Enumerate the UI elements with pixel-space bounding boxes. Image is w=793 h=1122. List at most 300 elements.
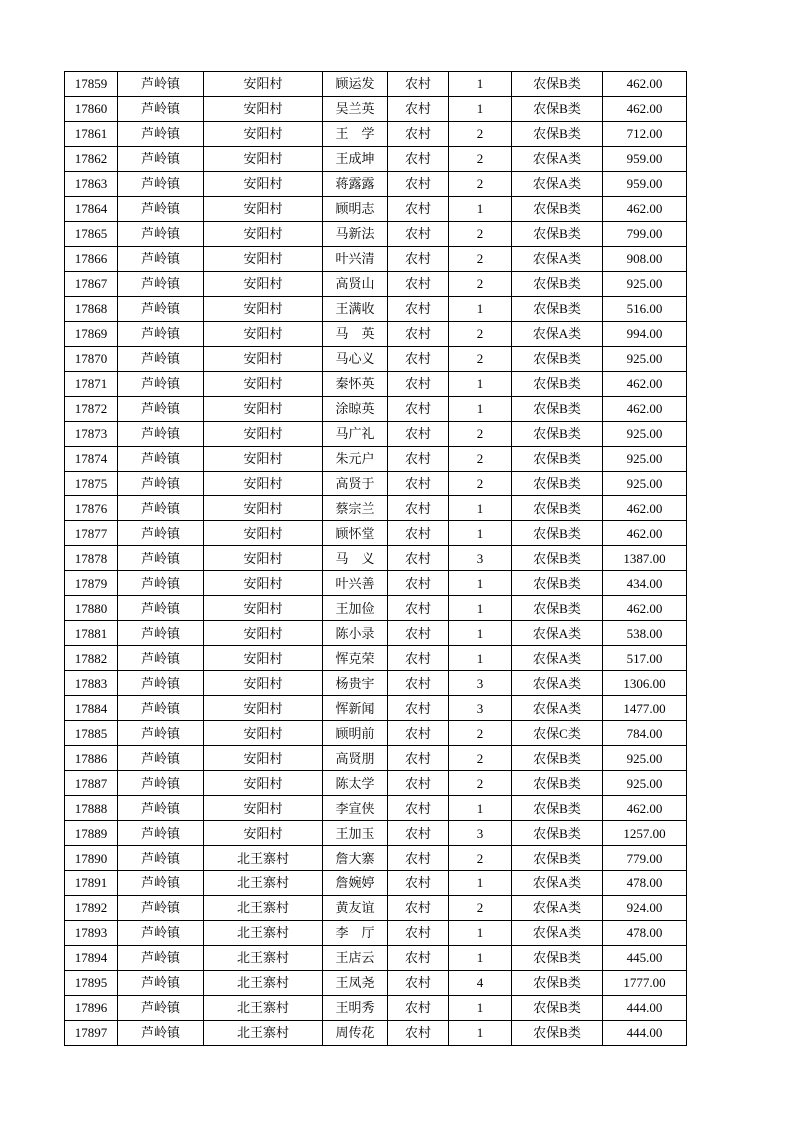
table-row (65, 371, 687, 396)
table-row (65, 596, 687, 621)
cell-name: 李 厅 (323, 920, 388, 945)
cell-town: 芦岭镇 (118, 421, 204, 446)
cell-serial: 17879 (65, 571, 118, 596)
cell-category: 农保B类 (512, 496, 603, 521)
cell-village: 安阳村 (204, 596, 323, 621)
cell-name: 王成坤 (323, 146, 388, 171)
cell-count: 2 (449, 895, 512, 920)
table-row (65, 496, 687, 521)
records-table (64, 71, 687, 1046)
cell-village: 安阳村 (204, 196, 323, 221)
cell-amount: 517.00 (603, 646, 687, 671)
cell-category: 农保B类 (512, 970, 603, 995)
cell-residence: 农村 (388, 72, 449, 97)
cell-name: 叶兴善 (323, 571, 388, 596)
cell-count: 1 (449, 72, 512, 97)
cell-serial: 17869 (65, 321, 118, 346)
cell-count: 1 (449, 646, 512, 671)
table-row (65, 346, 687, 371)
cell-serial: 17859 (65, 72, 118, 97)
cell-town: 芦岭镇 (118, 146, 204, 171)
cell-residence: 农村 (388, 521, 449, 546)
table-row (65, 271, 687, 296)
cell-name: 王满收 (323, 296, 388, 321)
cell-serial: 17894 (65, 945, 118, 970)
cell-amount: 799.00 (603, 221, 687, 246)
cell-village: 安阳村 (204, 521, 323, 546)
cell-category: 农保A类 (512, 646, 603, 671)
cell-category: 农保B类 (512, 546, 603, 571)
cell-town: 芦岭镇 (118, 920, 204, 945)
cell-amount: 462.00 (603, 72, 687, 97)
cell-name: 马新法 (323, 221, 388, 246)
cell-count: 2 (449, 221, 512, 246)
cell-residence: 农村 (388, 995, 449, 1020)
cell-village: 安阳村 (204, 396, 323, 421)
cell-town: 芦岭镇 (118, 321, 204, 346)
cell-residence: 农村 (388, 871, 449, 896)
cell-serial: 17870 (65, 346, 118, 371)
cell-name: 马 英 (323, 321, 388, 346)
cell-count: 1 (449, 96, 512, 121)
cell-category: 农保B类 (512, 746, 603, 771)
cell-name: 王店云 (323, 945, 388, 970)
table-row (65, 895, 687, 920)
cell-residence: 农村 (388, 1020, 449, 1045)
cell-residence: 农村 (388, 396, 449, 421)
cell-category: 农保B类 (512, 846, 603, 871)
cell-serial: 17891 (65, 871, 118, 896)
cell-village: 北王寨村 (204, 871, 323, 896)
cell-name: 顾明前 (323, 721, 388, 746)
cell-amount: 925.00 (603, 346, 687, 371)
cell-category: 农保B类 (512, 421, 603, 446)
cell-count: 1 (449, 371, 512, 396)
cell-name: 吴兰英 (323, 96, 388, 121)
cell-serial: 17897 (65, 1020, 118, 1045)
table-row (65, 396, 687, 421)
cell-count: 2 (449, 746, 512, 771)
cell-village: 安阳村 (204, 271, 323, 296)
cell-name: 王明秀 (323, 995, 388, 1020)
cell-amount: 784.00 (603, 721, 687, 746)
cell-category: 农保A类 (512, 696, 603, 721)
cell-town: 芦岭镇 (118, 121, 204, 146)
cell-name: 叶兴清 (323, 246, 388, 271)
cell-serial: 17890 (65, 846, 118, 871)
cell-name: 李宣侠 (323, 796, 388, 821)
cell-village: 安阳村 (204, 446, 323, 471)
cell-amount: 908.00 (603, 246, 687, 271)
cell-serial: 17886 (65, 746, 118, 771)
cell-village: 北王寨村 (204, 920, 323, 945)
cell-category: 农保B类 (512, 296, 603, 321)
cell-amount: 444.00 (603, 1020, 687, 1045)
cell-residence: 农村 (388, 796, 449, 821)
cell-residence: 农村 (388, 771, 449, 796)
cell-category: 农保B类 (512, 596, 603, 621)
cell-category: 农保A类 (512, 246, 603, 271)
cell-name: 詹婉婷 (323, 871, 388, 896)
cell-category: 农保B类 (512, 396, 603, 421)
table-row (65, 746, 687, 771)
cell-village: 安阳村 (204, 696, 323, 721)
cell-town: 芦岭镇 (118, 945, 204, 970)
cell-amount: 925.00 (603, 446, 687, 471)
cell-residence: 农村 (388, 421, 449, 446)
table-row (65, 121, 687, 146)
table-row (65, 171, 687, 196)
cell-town: 芦岭镇 (118, 970, 204, 995)
table-row (65, 945, 687, 970)
cell-town: 芦岭镇 (118, 596, 204, 621)
cell-village: 安阳村 (204, 371, 323, 396)
cell-village: 安阳村 (204, 571, 323, 596)
cell-town: 芦岭镇 (118, 771, 204, 796)
cell-serial: 17887 (65, 771, 118, 796)
cell-category: 农保B类 (512, 72, 603, 97)
cell-amount: 478.00 (603, 920, 687, 945)
cell-amount: 925.00 (603, 421, 687, 446)
cell-town: 芦岭镇 (118, 871, 204, 896)
cell-village: 安阳村 (204, 546, 323, 571)
cell-name: 陈太学 (323, 771, 388, 796)
cell-amount: 924.00 (603, 895, 687, 920)
cell-category: 农保C类 (512, 721, 603, 746)
cell-serial: 17865 (65, 221, 118, 246)
cell-name: 詹大寨 (323, 846, 388, 871)
cell-category: 农保B类 (512, 271, 603, 296)
cell-village: 安阳村 (204, 421, 323, 446)
cell-residence: 农村 (388, 970, 449, 995)
cell-residence: 农村 (388, 221, 449, 246)
cell-amount: 462.00 (603, 96, 687, 121)
cell-count: 2 (449, 721, 512, 746)
cell-town: 芦岭镇 (118, 221, 204, 246)
cell-count: 2 (449, 321, 512, 346)
cell-category: 农保B类 (512, 346, 603, 371)
cell-category: 农保A类 (512, 920, 603, 945)
cell-name: 王 学 (323, 121, 388, 146)
cell-name: 蔡宗兰 (323, 496, 388, 521)
cell-count: 2 (449, 421, 512, 446)
cell-serial: 17868 (65, 296, 118, 321)
cell-serial: 17867 (65, 271, 118, 296)
cell-serial: 17881 (65, 621, 118, 646)
cell-count: 4 (449, 970, 512, 995)
cell-village: 安阳村 (204, 646, 323, 671)
cell-amount: 462.00 (603, 796, 687, 821)
cell-residence: 农村 (388, 371, 449, 396)
cell-amount: 462.00 (603, 596, 687, 621)
cell-name: 朱元户 (323, 446, 388, 471)
cell-amount: 1306.00 (603, 671, 687, 696)
table-row (65, 821, 687, 846)
cell-village: 安阳村 (204, 121, 323, 146)
cell-residence: 农村 (388, 446, 449, 471)
cell-count: 1 (449, 296, 512, 321)
cell-count: 3 (449, 546, 512, 571)
cell-village: 安阳村 (204, 72, 323, 97)
cell-residence: 农村 (388, 96, 449, 121)
table-row (65, 72, 687, 97)
cell-serial: 17871 (65, 371, 118, 396)
table-row (65, 521, 687, 546)
cell-town: 芦岭镇 (118, 671, 204, 696)
table-row (65, 471, 687, 496)
cell-category: 农保A类 (512, 871, 603, 896)
cell-serial: 17874 (65, 446, 118, 471)
cell-name: 顾运发 (323, 72, 388, 97)
cell-serial: 17876 (65, 496, 118, 521)
table-row (65, 771, 687, 796)
table-row (65, 1020, 687, 1045)
table-row (65, 571, 687, 596)
cell-category: 农保A类 (512, 895, 603, 920)
cell-category: 农保B类 (512, 121, 603, 146)
cell-village: 安阳村 (204, 171, 323, 196)
cell-serial: 17863 (65, 171, 118, 196)
table-row (65, 321, 687, 346)
cell-name: 王加俭 (323, 596, 388, 621)
cell-town: 芦岭镇 (118, 621, 204, 646)
table-row (65, 995, 687, 1020)
cell-residence: 农村 (388, 746, 449, 771)
cell-town: 芦岭镇 (118, 72, 204, 97)
cell-name: 蒋露露 (323, 171, 388, 196)
cell-category: 农保A类 (512, 171, 603, 196)
cell-category: 农保A类 (512, 621, 603, 646)
cell-residence: 农村 (388, 271, 449, 296)
cell-amount: 994.00 (603, 321, 687, 346)
cell-serial: 17877 (65, 521, 118, 546)
cell-serial: 17875 (65, 471, 118, 496)
cell-village: 安阳村 (204, 246, 323, 271)
cell-category: 农保B类 (512, 371, 603, 396)
cell-residence: 农村 (388, 721, 449, 746)
cell-town: 芦岭镇 (118, 721, 204, 746)
table-row (65, 221, 687, 246)
cell-village: 安阳村 (204, 821, 323, 846)
cell-town: 芦岭镇 (118, 496, 204, 521)
cell-village: 安阳村 (204, 621, 323, 646)
cell-town: 芦岭镇 (118, 571, 204, 596)
cell-category: 农保B类 (512, 196, 603, 221)
cell-town: 芦岭镇 (118, 646, 204, 671)
cell-count: 1 (449, 995, 512, 1020)
cell-serial: 17866 (65, 246, 118, 271)
cell-count: 2 (449, 346, 512, 371)
cell-serial: 17861 (65, 121, 118, 146)
table-row (65, 970, 687, 995)
cell-count: 2 (449, 446, 512, 471)
cell-village: 安阳村 (204, 321, 323, 346)
cell-amount: 1477.00 (603, 696, 687, 721)
cell-count: 2 (449, 121, 512, 146)
cell-amount: 925.00 (603, 746, 687, 771)
cell-residence: 农村 (388, 621, 449, 646)
table-row (65, 621, 687, 646)
cell-count: 2 (449, 771, 512, 796)
cell-count: 2 (449, 146, 512, 171)
cell-residence: 农村 (388, 321, 449, 346)
cell-serial: 17882 (65, 646, 118, 671)
cell-village: 安阳村 (204, 496, 323, 521)
cell-serial: 17893 (65, 920, 118, 945)
cell-name: 黄友谊 (323, 895, 388, 920)
cell-count: 1 (449, 920, 512, 945)
cell-town: 芦岭镇 (118, 1020, 204, 1045)
table-row (65, 146, 687, 171)
cell-count: 3 (449, 696, 512, 721)
cell-count: 1 (449, 596, 512, 621)
cell-village: 安阳村 (204, 296, 323, 321)
cell-category: 农保B类 (512, 945, 603, 970)
cell-amount: 925.00 (603, 471, 687, 496)
cell-village: 安阳村 (204, 346, 323, 371)
cell-residence: 农村 (388, 171, 449, 196)
cell-residence: 农村 (388, 646, 449, 671)
cell-village: 安阳村 (204, 146, 323, 171)
cell-amount: 462.00 (603, 371, 687, 396)
cell-town: 芦岭镇 (118, 396, 204, 421)
table-row (65, 646, 687, 671)
cell-residence: 农村 (388, 596, 449, 621)
cell-residence: 农村 (388, 846, 449, 871)
cell-category: 农保B类 (512, 995, 603, 1020)
cell-village: 安阳村 (204, 671, 323, 696)
cell-residence: 农村 (388, 296, 449, 321)
cell-residence: 农村 (388, 821, 449, 846)
cell-count: 3 (449, 821, 512, 846)
table-row (65, 871, 687, 896)
cell-amount: 462.00 (603, 521, 687, 546)
cell-serial: 17878 (65, 546, 118, 571)
cell-serial: 17892 (65, 895, 118, 920)
cell-residence: 农村 (388, 945, 449, 970)
cell-village: 北王寨村 (204, 846, 323, 871)
cell-count: 1 (449, 1020, 512, 1045)
cell-amount: 925.00 (603, 271, 687, 296)
cell-serial: 17872 (65, 396, 118, 421)
cell-town: 芦岭镇 (118, 696, 204, 721)
cell-name: 恽克荣 (323, 646, 388, 671)
cell-residence: 农村 (388, 546, 449, 571)
cell-name: 顾怀堂 (323, 521, 388, 546)
cell-category: 农保B类 (512, 96, 603, 121)
cell-amount: 462.00 (603, 396, 687, 421)
cell-count: 1 (449, 621, 512, 646)
cell-residence: 农村 (388, 196, 449, 221)
cell-residence: 农村 (388, 671, 449, 696)
cell-serial: 17873 (65, 421, 118, 446)
cell-category: 农保A类 (512, 146, 603, 171)
table-row (65, 446, 687, 471)
cell-residence: 农村 (388, 696, 449, 721)
cell-name: 高贤于 (323, 471, 388, 496)
cell-amount: 462.00 (603, 196, 687, 221)
cell-name: 顾明志 (323, 196, 388, 221)
table-row (65, 196, 687, 221)
cell-village: 北王寨村 (204, 970, 323, 995)
cell-category: 农保B类 (512, 221, 603, 246)
cell-town: 芦岭镇 (118, 96, 204, 121)
cell-town: 芦岭镇 (118, 371, 204, 396)
cell-category: 农保B类 (512, 1020, 603, 1045)
table-row (65, 920, 687, 945)
cell-town: 芦岭镇 (118, 846, 204, 871)
cell-amount: 444.00 (603, 995, 687, 1020)
cell-serial: 17862 (65, 146, 118, 171)
cell-amount: 959.00 (603, 146, 687, 171)
cell-town: 芦岭镇 (118, 271, 204, 296)
cell-amount: 959.00 (603, 171, 687, 196)
cell-residence: 农村 (388, 121, 449, 146)
cell-name: 恽新闻 (323, 696, 388, 721)
cell-village: 安阳村 (204, 746, 323, 771)
cell-amount: 478.00 (603, 871, 687, 896)
cell-village: 安阳村 (204, 721, 323, 746)
cell-name: 高贤朋 (323, 746, 388, 771)
cell-count: 1 (449, 496, 512, 521)
cell-category: 农保B类 (512, 521, 603, 546)
table-row (65, 721, 687, 746)
cell-count: 1 (449, 571, 512, 596)
cell-town: 芦岭镇 (118, 546, 204, 571)
table-row (65, 796, 687, 821)
cell-town: 芦岭镇 (118, 995, 204, 1020)
cell-category: 农保B类 (512, 821, 603, 846)
cell-count: 2 (449, 246, 512, 271)
cell-residence: 农村 (388, 920, 449, 945)
cell-count: 2 (449, 271, 512, 296)
cell-serial: 17885 (65, 721, 118, 746)
cell-name: 周传花 (323, 1020, 388, 1045)
cell-category: 农保A类 (512, 321, 603, 346)
cell-town: 芦岭镇 (118, 246, 204, 271)
cell-serial: 17889 (65, 821, 118, 846)
cell-serial: 17880 (65, 596, 118, 621)
cell-amount: 1387.00 (603, 546, 687, 571)
cell-town: 芦岭镇 (118, 171, 204, 196)
cell-village: 安阳村 (204, 221, 323, 246)
table-row (65, 546, 687, 571)
cell-amount: 462.00 (603, 496, 687, 521)
cell-town: 芦岭镇 (118, 446, 204, 471)
cell-serial: 17884 (65, 696, 118, 721)
cell-serial: 17895 (65, 970, 118, 995)
table-row (65, 846, 687, 871)
cell-town: 芦岭镇 (118, 196, 204, 221)
cell-amount: 1777.00 (603, 970, 687, 995)
cell-town: 芦岭镇 (118, 821, 204, 846)
cell-name: 王凤尧 (323, 970, 388, 995)
cell-count: 1 (449, 196, 512, 221)
cell-name: 马 义 (323, 546, 388, 571)
cell-village: 安阳村 (204, 796, 323, 821)
cell-amount: 712.00 (603, 121, 687, 146)
cell-village: 北王寨村 (204, 995, 323, 1020)
cell-name: 杨贵宇 (323, 671, 388, 696)
cell-residence: 农村 (388, 246, 449, 271)
cell-name: 秦怀英 (323, 371, 388, 396)
cell-category: 农保B类 (512, 446, 603, 471)
cell-count: 1 (449, 871, 512, 896)
cell-count: 2 (449, 471, 512, 496)
cell-name: 马心义 (323, 346, 388, 371)
cell-village: 北王寨村 (204, 895, 323, 920)
cell-residence: 农村 (388, 895, 449, 920)
